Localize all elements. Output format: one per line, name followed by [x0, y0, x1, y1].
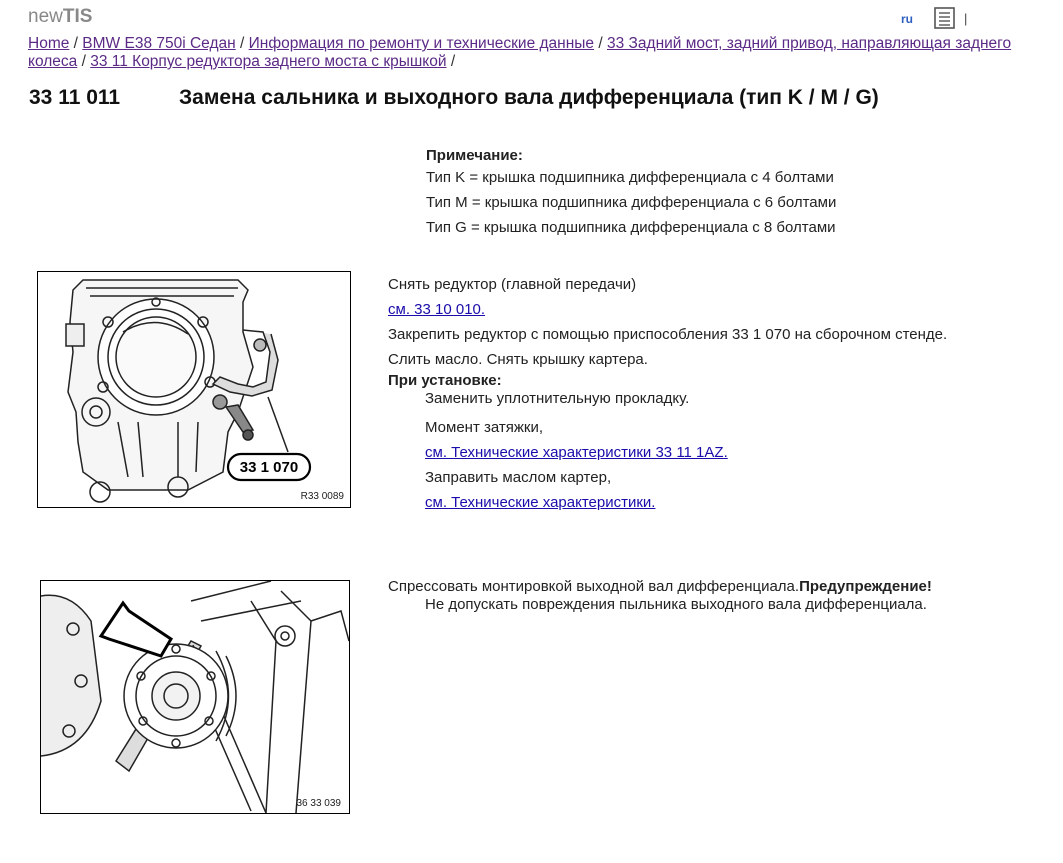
type-note	[426, 147, 836, 240]
repair-title: Замена сальника и выходного вала дифференциала (тип K / M / G)	[179, 86, 879, 109]
step1-instructions	[388, 272, 947, 515]
output-shaft-illustration	[41, 581, 349, 813]
breadcrumb-separator: /	[450, 53, 456, 70]
step1-line1: Снять редуктор (главной передачи)	[388, 276, 637, 293]
app-logo[interactable]	[28, 6, 92, 28]
warning-label: Предупреждение!	[799, 578, 932, 595]
repair-code: 33 11 011	[29, 86, 121, 109]
note-line-m: Тип M = крышка подшипника дифференциала с 6 болтами	[426, 194, 837, 211]
note-line-k: Тип K = крышка подшипника дифференциала с 4 болтами	[426, 169, 834, 186]
header-separator: |	[964, 11, 968, 26]
step2-instructions	[388, 578, 932, 614]
page-title	[29, 86, 879, 110]
manual-book-icon[interactable]	[932, 6, 958, 30]
figure-output-shaft	[40, 580, 350, 814]
link-tech-specs[interactable]: см. Технические характеристики.	[425, 494, 656, 511]
warning-text: Не допускать повреждения пыльника выходного вала дифференциала.	[425, 596, 927, 613]
breadcrumb-separator: /	[240, 35, 245, 52]
step2-line1: Спрессовать монтировкой выходной вал дифференциала.	[388, 578, 800, 595]
breadcrumb-repair-info[interactable]: Информация по ремонту и технические данные	[248, 35, 595, 52]
breadcrumb-group-33[interactable]: 33 Задний мост, задний привод, направляющая заднего колеса	[28, 35, 1012, 70]
link-tech-specs-33-11-1az[interactable]: см. Технические характеристики 33 11 1AZ.	[425, 444, 728, 461]
breadcrumb-model[interactable]: BMW E38 750i Седан	[82, 35, 236, 52]
install-line1: Заменить уплотнительную прокладку.	[425, 390, 690, 407]
note-line-g: Тип G = крышка подшипника дифференциала с 8 болтами	[426, 219, 836, 236]
breadcrumb	[28, 35, 1048, 71]
step1-line3: Слить масло. Снять крышку картера.	[388, 351, 648, 368]
figure-gearbox-fixture	[37, 271, 351, 508]
note-heading: Примечание:	[426, 147, 523, 164]
link-33-10-010[interactable]: см. 33 10 010.	[388, 301, 486, 318]
figure-code-2: 36 33 039	[296, 798, 341, 809]
breadcrumb-separator: /	[81, 53, 86, 70]
breadcrumb-separator: /	[73, 35, 78, 52]
install-line3: Заправить маслом картер,	[425, 469, 612, 486]
direction-arrow	[101, 603, 171, 656]
step1-line2: Закрепить редуктор с помощью приспособления 33 1 070 на сборочном стенде.	[388, 326, 948, 343]
install-heading: При установке:	[388, 372, 502, 389]
install-line2: Момент затяжки,	[425, 419, 544, 436]
logo-prefix: new	[28, 6, 63, 27]
breadcrumb-home[interactable]: Home	[28, 35, 70, 52]
breadcrumb-separator: /	[598, 35, 603, 52]
logo-suffix: TIS	[62, 6, 93, 27]
figure-code: R33 0089	[300, 491, 344, 502]
gearbox-illustration	[38, 272, 350, 507]
tool-number-label: 33 1 070	[239, 459, 299, 476]
breadcrumb-group-33-11[interactable]: 33 11 Корпус редуктора заднего моста с крышкой	[90, 53, 447, 70]
language-switch-link[interactable]: ru	[901, 12, 913, 26]
